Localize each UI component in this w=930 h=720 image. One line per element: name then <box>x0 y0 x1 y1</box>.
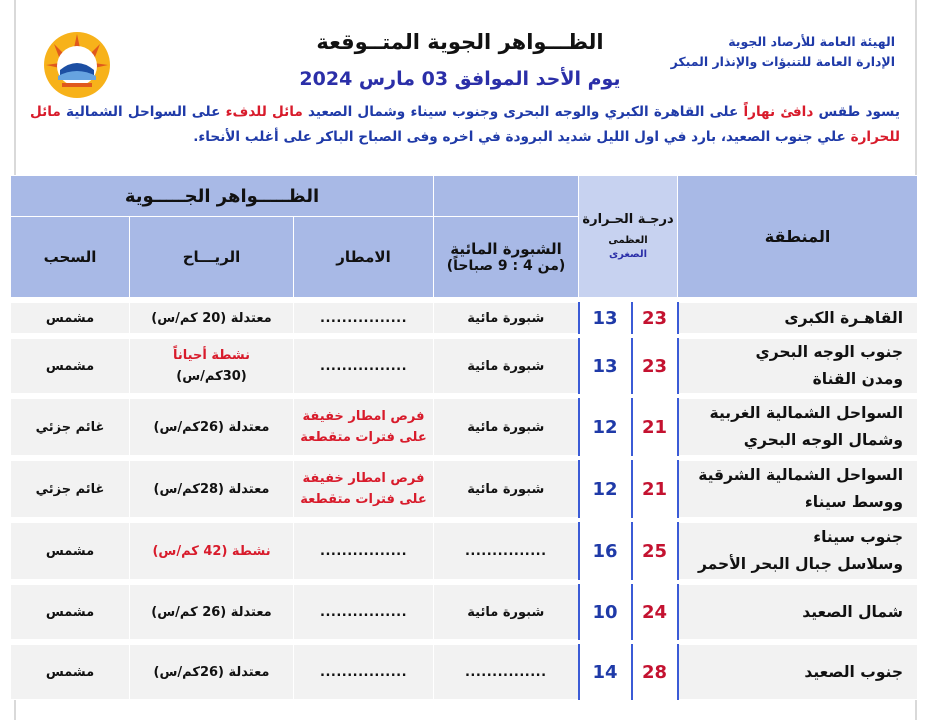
forecast-date: يوم الأحد الموافق 03 مارس 2024 <box>299 68 621 90</box>
rain-cell: ................ <box>294 523 434 580</box>
table-row <box>11 399 918 456</box>
rain-text-line-2: على فترات متقطعة <box>300 492 427 507</box>
fog-header-label: الشبورة المائية <box>450 240 562 258</box>
max-temp-cell: 23 <box>632 339 678 394</box>
max-temp-cell: 21 <box>632 399 678 456</box>
fog-cell: شبورة مائية <box>434 303 579 334</box>
wind-text: نشطة (42 كم/س) <box>152 543 271 559</box>
region-name-line-2: وسلاسل جبال البحر الأحمر <box>698 555 904 573</box>
rain-cell: ................ <box>294 585 434 640</box>
clouds-cell: مشمس <box>11 523 130 580</box>
fog-header-spacer <box>434 176 579 217</box>
fog-cell: شبورة مائية <box>434 461 579 518</box>
wind-cell <box>130 339 294 394</box>
min-temp-cell: 13 <box>579 339 632 394</box>
table-row <box>11 303 918 334</box>
table-row <box>11 645 918 700</box>
page-title: الظـــواهر الجوية المتــوقعة <box>316 30 604 54</box>
min-temp-cell: 14 <box>579 645 632 700</box>
rain-cell <box>294 399 434 456</box>
rain-cell: ................ <box>294 339 434 394</box>
temperature-header-label: درجـة الحـرارة <box>582 212 674 227</box>
region-cell <box>678 523 918 580</box>
max-temp-cell: 25 <box>632 523 678 580</box>
fog-cell: ............... <box>434 645 579 700</box>
rain-cell: ................ <box>294 303 434 334</box>
region-name: جنوب الصعيد <box>804 662 904 681</box>
clouds-cell: غائم جزئي <box>11 461 130 518</box>
rain-column-header: الامطار <box>294 217 434 298</box>
summary-part-2: على القاهرة الكبري والوجه البحرى وجنوب سيناء وشمال الصعيد <box>302 104 744 120</box>
region-name-line-2: ومدن القناة <box>812 370 904 388</box>
summary-part-4: علي جنوب الصعيد، بارد في اول الليل شديد البرودة في اخره وفى الصباح الباكر على أغلب الأنحاء. <box>193 129 851 145</box>
clouds-cell: غائم جزئي <box>11 399 130 456</box>
max-temp-cell: 23 <box>632 303 678 334</box>
ema-logo-icon <box>42 30 112 100</box>
region-name: السواحل الشمالية الغربية <box>709 404 904 422</box>
temperature-max-label: العظمى <box>608 235 648 246</box>
fog-cell: شبورة مائية <box>434 339 579 394</box>
fog-cell: شبورة مائية <box>434 399 579 456</box>
summary-warm-2: مائل للدفء <box>225 104 303 120</box>
rain-text: فرص امطار خفيفة <box>302 409 425 424</box>
temperature-min-label: الصغرى <box>608 249 648 260</box>
table-row <box>11 461 918 518</box>
fog-cell: شبورة مائية <box>434 585 579 640</box>
temperature-column-header <box>579 176 678 298</box>
forecast-summary <box>30 100 900 150</box>
wind-cell: معتدلة (20 كم/س) <box>130 303 294 334</box>
region-name: السواحل الشمالية الشرقية <box>698 466 904 484</box>
wind-cell <box>130 523 294 580</box>
clouds-cell: مشمس <box>11 303 130 334</box>
summary-part-3: على السواحل الشمالية <box>60 104 226 120</box>
summary-warm-1: دافئ نهاراً <box>743 104 814 120</box>
forecast-table <box>10 175 918 700</box>
region-cell <box>678 645 918 700</box>
region-name: جنوب سيناء <box>813 528 904 546</box>
region-name-line-2: وشمال الوجه البحري <box>743 431 904 449</box>
org-line-2: الإدارة العامة للتنبؤات والإنذار المبكر <box>670 54 895 69</box>
wind-cell: معتدلة (26 كم/س) <box>130 585 294 640</box>
fog-column-header <box>434 217 579 298</box>
table-row <box>11 585 918 640</box>
region-name: جنوب الوجه البحري <box>755 343 904 361</box>
max-temp-cell: 24 <box>632 585 678 640</box>
max-temp-cell: 21 <box>632 461 678 518</box>
clouds-column-header: السحب <box>11 217 130 298</box>
summary-part-1: يسود طقس <box>813 104 900 120</box>
region-cell <box>678 303 918 334</box>
region-name-line-2: ووسط سيناء <box>804 493 904 511</box>
min-temp-cell: 10 <box>579 585 632 640</box>
region-cell <box>678 399 918 456</box>
wind-cell: معتدلة (26كم/س) <box>130 645 294 700</box>
wind-cell: معتدلة (28كم/س) <box>130 461 294 518</box>
wind-column-header: الريـــاح <box>130 217 294 298</box>
region-name: القاهـرة الكبرى <box>784 308 904 327</box>
fog-cell: ............... <box>434 523 579 580</box>
wind-cell: معتدلة (26كم/س) <box>130 399 294 456</box>
clouds-cell: مشمس <box>11 339 130 394</box>
region-cell <box>678 461 918 518</box>
rain-text-line-2: على فترات متقطعة <box>300 430 427 445</box>
wind-text: نشطة أحياناً <box>173 348 250 363</box>
rain-cell <box>294 461 434 518</box>
summary-warm-3: مائل للحرارة <box>30 104 900 145</box>
region-cell <box>678 585 918 640</box>
fog-header-time: (من 4 : 9 صباحاً) <box>446 258 566 274</box>
phenomena-header: الظـــــواهر الجـــــوية <box>11 176 434 217</box>
max-temp-cell: 28 <box>632 645 678 700</box>
rain-text: فرص امطار خفيفة <box>302 471 425 486</box>
table-row <box>11 523 918 580</box>
min-temp-cell: 13 <box>579 303 632 334</box>
org-line-1: الهيئة العامة للأرصاد الجوية <box>728 34 895 49</box>
rain-cell: ................ <box>294 645 434 700</box>
region-name: شمال الصعيد <box>802 602 904 621</box>
table-row <box>11 339 918 394</box>
min-temp-cell: 12 <box>579 399 632 456</box>
region-cell <box>678 339 918 394</box>
min-temp-cell: 12 <box>579 461 632 518</box>
region-column-header: المنطقة <box>678 176 918 298</box>
wind-speed: (30كم/س) <box>176 369 247 384</box>
clouds-cell: مشمس <box>11 585 130 640</box>
min-temp-cell: 16 <box>579 523 632 580</box>
clouds-cell: مشمس <box>11 645 130 700</box>
